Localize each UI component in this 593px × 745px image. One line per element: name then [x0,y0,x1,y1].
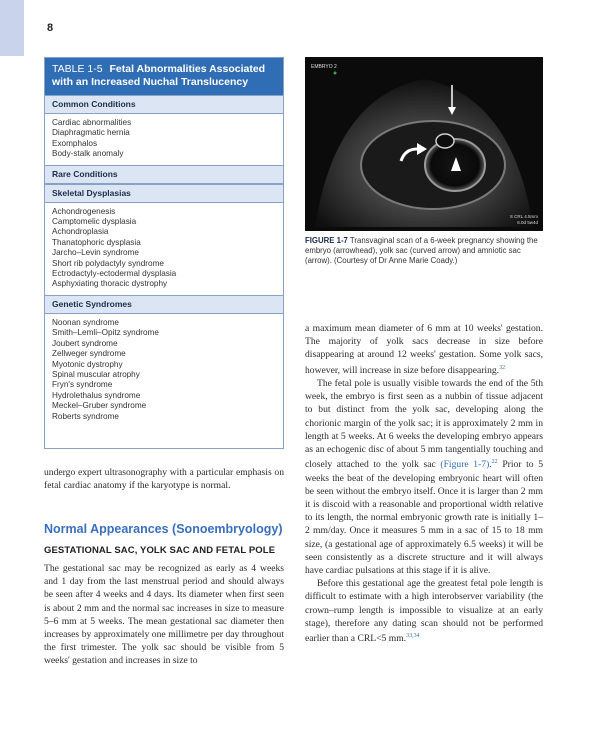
table-list-item: Asphyxiating thoracic dystrophy [52,279,168,289]
caption-text: Transvaginal scan of a 6-week pregnancy showing the embryo (arrowhead), yolk sac (curved arrow) and amniotic sac (arrow). (Courtesy of Dr Anne Marie Coady.) [305,236,538,265]
page-corner-tab [0,0,24,56]
yolk-sac-paragraph [305,322,543,377]
table-list-item: Myotonic dystrophy [52,359,123,369]
table-title: Fetal Abnormalities Associated with an Increased Nuchal Translucency [52,63,266,88]
table-sections [45,95,283,427]
table-list-item: Short rib polydactyly syndrome [52,258,164,268]
measurement-line-2: 6.0d 5w4d [517,220,538,225]
table-list-item: Roberts syndrome [52,411,119,421]
table-list-item: Smith–Lemli–Opitz syndrome [52,328,159,338]
right-column-text [305,322,543,645]
table-list-item: Diaphragmatic hernia [52,128,130,138]
intro-paragraph: undergo expert ultrasonography with a particular emphasis on fetal cardiac anatomy if the karyotype is normal. [44,467,284,492]
table-section-list [45,203,283,295]
figure-link[interactable]: (Figure 1-7). [440,459,492,471]
section-heading: Normal Appearances (Sonoembryology) [44,522,283,536]
table-list-item: Cardiac abnormalities [52,118,132,127]
p1-ref: 32 [499,364,506,371]
table-section-list [45,114,283,165]
p1-text: a maximum mean diameter of 6 mm at 10 weeks' gestation. The majority of yolk sacs decrease in size before disappearing at around 12 weeks' gestation. Some yolk sacs, however, will increase in size before disappearing. [305,323,543,376]
fetal-pole-paragraph [305,377,543,577]
table-list-item: Body-stalk anomaly [52,149,124,159]
sub-heading: GESTATIONAL SAC, YOLK SAC AND FETAL POLE [44,545,276,556]
table-section-heading: Skeletal Dysplasias [45,184,283,203]
table-list-item: Ectrodactyly-ectodermal dysplasia [52,269,177,279]
measurement-label [510,214,538,226]
p2-ref: 22 [491,459,498,466]
table-header [45,58,283,95]
p3-text: Before this gestational age the greatest fetal pole length is difficult to estimate with a high interobserver variability (the crown–rump length is impossible to visualize at an early stage), therefore any dating scan should not be performed earlier than a CRL<5 mm. [305,578,543,645]
table-list-item: Spinal muscular atrophy [52,369,140,379]
table-section-heading: Common Conditions [45,95,283,114]
table-list-item: Fryn's syndrome [52,380,113,390]
gestational-sac-paragraph: The gestational sac may be recognized as early as 4 weeks and 1 day from the last menstrual period and should always be seen after 4 weeks and 4 days. Its diameter when first seen is about 2 mm and the normal sac increases in size to measure 5–6 mm at 5 weeks. The mean gestational sac diameter then increases by approximately one millimetre per day throughout the first trimester. The yolk sac should be visible from 5 weeks' gestation and increases in size to [44,563,284,667]
table-list-item: Zellweger syndrome [52,349,126,359]
table-list-item: Camptomelic dysplasia [52,217,137,227]
abnormalities-table [44,57,284,449]
table-list-item: Hydrolethalus syndrome [52,390,141,400]
p2-text-a: The fetal pole is usually visible towards the end of the 5th week, the embryo is first seen as a nubbin of tissue adjacent to but distinct from the yolk sac, developing along the chorionic margin of the yolk sac; it is approximately 2 mm in length at 5 weeks. At 6 weeks the developing embryo appears as an echogenic disc of about 5 mm tangentially touching and closely attached to the yolk sac [305,378,543,471]
p2-text-b: Prior to 5 weeks the beat of the developing embryonic heart will often be seen without the embryo itself. Once it is larger than 2 mm it is discoid with a reasonable and proportional width relative to its length, the normal embryonic growth rate is initially 1–2 mm/day. Once it measures 5 mm in a sac of 15 to 18 mm size, (a gestational age of approximately 6.5 weeks) it will be seen consistently as a discrete structure and it will always have cardiac pulsations at this stage if it is alive. [305,459,544,577]
ultrasound-image [305,57,543,231]
table-section-list [45,314,283,427]
dating-paragraph [305,577,543,645]
table-list-item: Jarcho–Levin syndrome [52,248,139,258]
table-section-heading: Genetic Syndromes [45,295,283,314]
page-number: 8 [47,22,54,34]
embryo-label: EMBRYO 2 [311,64,337,70]
table-list-item: Joubert syndrome [52,338,118,348]
p3-ref: 33,34 [406,633,420,640]
probe-marker [334,72,337,75]
measurement-line-1: S CRL 4.5mm [509,214,538,219]
ultrasound-scan-graphic [305,57,543,231]
table-list-item: Thanatophoric dysplasia [52,237,141,247]
yolk-sac [436,134,454,148]
table-list-item: Meckel–Gruber syndrome [52,401,147,411]
figure-caption [305,236,543,266]
table-list-item: Noonan syndrome [52,317,119,327]
table-section-heading: Rare Conditions [45,165,283,184]
table-list-item: Exomphalos [52,138,98,148]
caption-label: FIGURE 1-7 [305,236,348,245]
table-list-item: Achondroplasia [52,227,109,237]
table-list-item: Achondrogenesis [52,206,116,216]
table-number: TABLE 1-5 [52,63,103,75]
